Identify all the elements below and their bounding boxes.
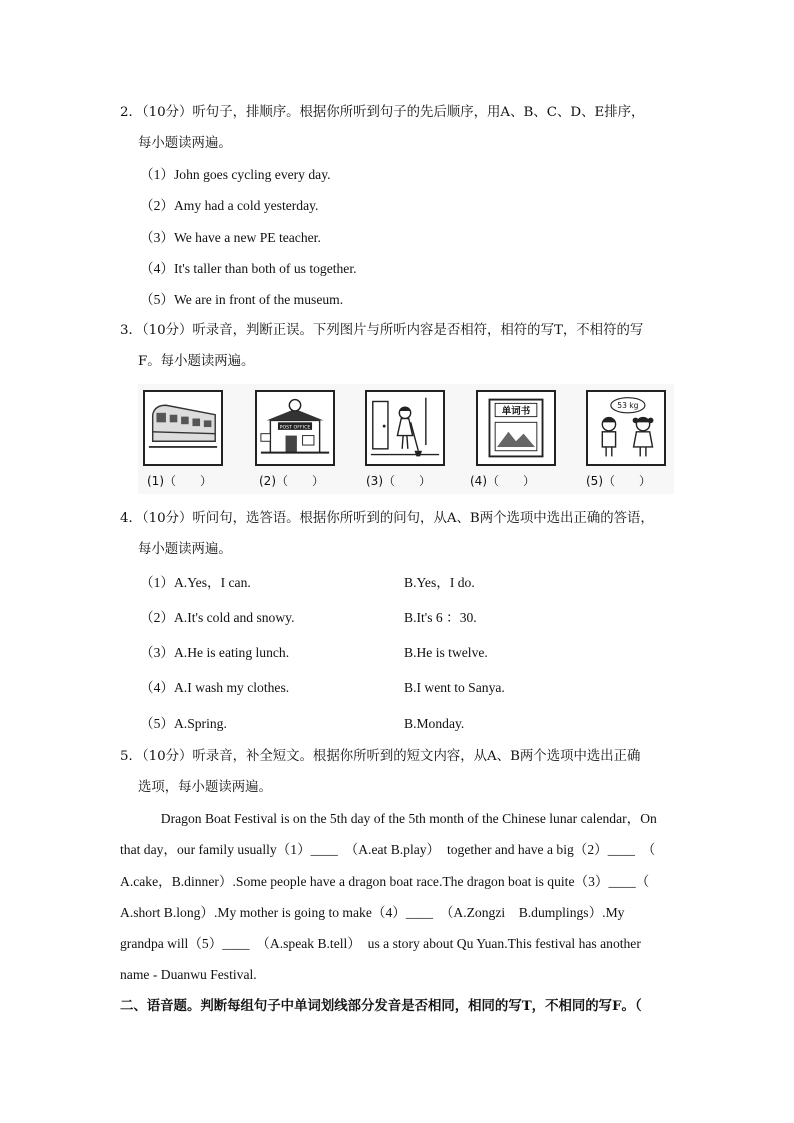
post-office-icon xyxy=(257,392,333,464)
q2-stem-cont: 每小题读两遍。 xyxy=(138,136,232,151)
q4-option-a-2: （2）A.It's cold and snowy. xyxy=(140,610,295,625)
q4-option-b-4: B.I went to Sanya. xyxy=(404,680,505,695)
picture-4 xyxy=(476,390,556,466)
q2-item-4: （4）It's taller than both of us together. xyxy=(140,261,357,276)
picture-2-caption: (2)（ ） xyxy=(259,474,324,488)
q3-stem-cont: F。每小题读两遍。 xyxy=(138,354,255,369)
two-children-icon xyxy=(588,392,664,464)
q4-option-b-1: B.Yes，I do. xyxy=(404,575,475,590)
q4-option-b-2: B.It's 6 ：30. xyxy=(404,610,477,625)
q2-item-1: （1）John goes cycling every day. xyxy=(140,167,331,182)
q4-stem: 4．（10分）听问句，选答语。根据你所听到的问句，从A、B两个选项中选出正确的答语， xyxy=(120,511,654,526)
q4-option-a-1: （1）A.Yes，I can. xyxy=(140,575,251,590)
picture-1 xyxy=(143,390,223,466)
girl-sweeping-icon xyxy=(367,392,443,464)
post-office-sign: POST OFFICE xyxy=(279,425,311,431)
passage-line-5: grandpa will（5）____ （A.speak B.tell） us a story about Qu Yuan.This festival has another xyxy=(120,936,641,951)
picture-4-caption: (4)（ ） xyxy=(470,474,535,488)
passage-line-6: name - Duanwu Festival. xyxy=(120,967,257,982)
picture-1-caption: (1)（ ） xyxy=(147,474,212,488)
section-2-heading: 二、语音题。判断每组句子中单词划线部分发音是否相同，相同的写T，不相同的写F。（ xyxy=(120,998,642,1014)
q2-item-2: （2）Amy had a cold yesterday. xyxy=(140,198,319,213)
q2-stem: 2．（10分）听句子，排顺序。根据你所听到句子的先后顺序，用A、B、C、D、E排序， xyxy=(120,105,645,120)
passage-line-1: Dragon Boat Festival is on the 5th day of the 5th month of the Chinese lunar calendar，On xyxy=(120,811,657,826)
q4-option-a-5: （5）A.Spring. xyxy=(140,716,227,731)
q5-stem: 5．（10分）听录音，补全短文。根据你所听到的短文内容，从A、B两个选项中选出正确 xyxy=(120,749,641,764)
q2-item-3: （3）We have a new PE teacher. xyxy=(140,230,321,245)
q4-stem-cont: 每小题读两遍。 xyxy=(138,542,232,557)
passage-line-3: A.cake，B.dinner）.Some people have a dragon boat race.The dragon boat is quite（3）____（ xyxy=(120,874,650,889)
word-book-icon xyxy=(478,392,554,464)
picture-5-caption: (5)（ ） xyxy=(586,474,651,488)
q2-item-5: （5）We are in front of the museum. xyxy=(140,292,344,307)
q4-option-b-3: B.He is twelve. xyxy=(404,645,488,660)
q5-stem-cont: 选项，每小题读两遍。 xyxy=(138,780,272,795)
picture-2 xyxy=(255,390,335,466)
q4-option-a-4: （4）A.I wash my clothes. xyxy=(140,680,290,695)
q4-option-a-3: （3）A.He is eating lunch. xyxy=(140,645,290,660)
train-icon xyxy=(145,392,221,464)
passage-line-2: that day，our family usually（1）____ （A.eat B.play） together and have a big（2）____ （ xyxy=(120,842,656,857)
picture-3-caption: (3)（ ） xyxy=(366,474,431,488)
picture-5 xyxy=(586,390,666,466)
speech-bubble-text: 53 kg xyxy=(617,401,639,411)
passage-line-4: A.short B.long）.My mother is going to make（4）____ （A.Zongzi B.dumplings）.My xyxy=(120,905,625,920)
picture-3 xyxy=(365,390,445,466)
q3-stem: 3．（10分）听录音，判断正误。下列图片与所听内容是否相符，相符的写T，不相符的写 xyxy=(120,323,644,338)
book-title: 单词书 xyxy=(501,405,531,417)
q4-option-b-5: B.Monday. xyxy=(404,716,465,731)
